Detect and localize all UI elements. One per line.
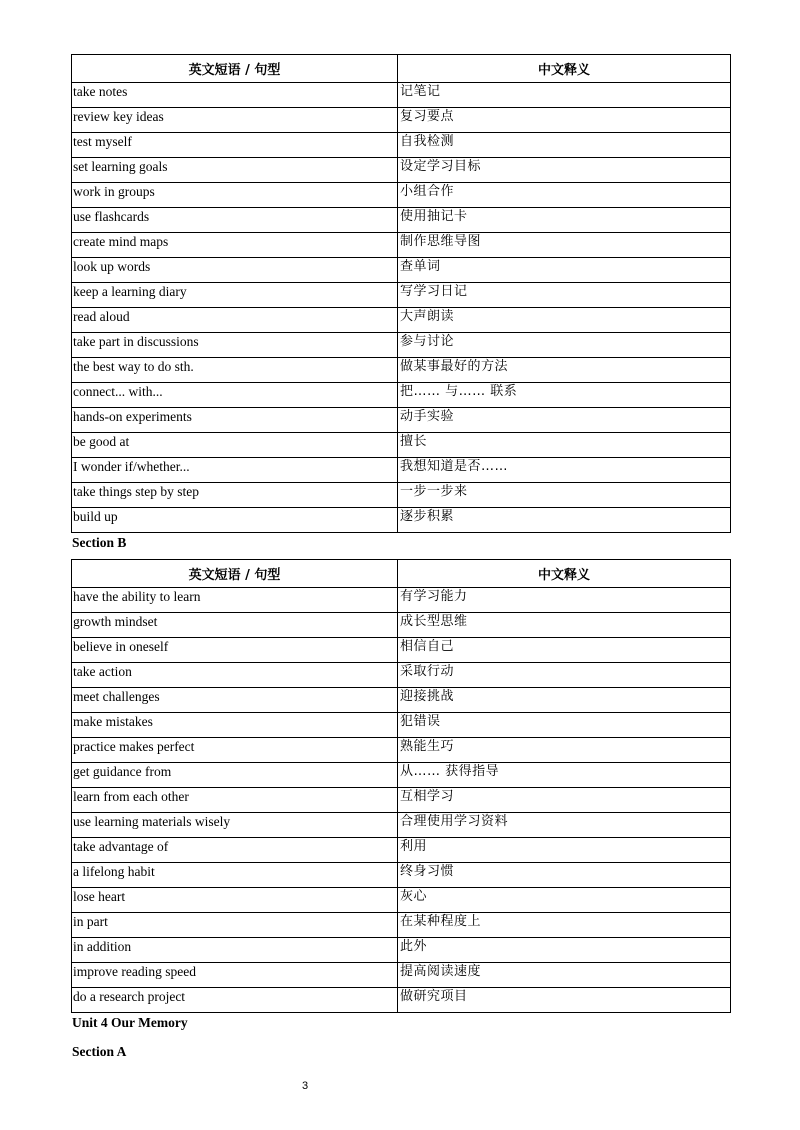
- table-row: [72, 458, 731, 483]
- english-phrase-cell: keep a learning diary: [72, 283, 398, 308]
- vocabulary-table-b: [71, 559, 731, 1013]
- chinese-meaning-cell: 从…… 获得指导: [398, 763, 731, 788]
- section-a-heading: Section A: [72, 1044, 127, 1059]
- chinese-meaning-cell: 把…… 与…… 联系: [398, 383, 731, 408]
- chinese-meaning-cell: 成长型思维: [398, 613, 731, 638]
- chinese-meaning-cell: 此外: [398, 938, 731, 963]
- chinese-meaning-cell: 熟能生巧: [398, 738, 731, 763]
- english-phrase-cell: improve reading speed: [72, 963, 398, 988]
- unit-heading: Unit 4 Our Memory: [72, 1015, 188, 1030]
- table-row: [72, 863, 731, 888]
- table-row: [72, 988, 731, 1013]
- table-header-row: [72, 55, 731, 83]
- table-row: [72, 433, 731, 458]
- table-body: [72, 83, 731, 533]
- table-row: [72, 358, 731, 383]
- english-phrase-cell: read aloud: [72, 308, 398, 333]
- table-row: [72, 233, 731, 258]
- chinese-meaning-cell: 逐步积累: [398, 508, 731, 533]
- chinese-meaning-cell: 在某种程度上: [398, 913, 731, 938]
- english-phrase-cell: lose heart: [72, 888, 398, 913]
- english-phrase-cell: connect... with...: [72, 383, 398, 408]
- english-phrase-cell: practice makes perfect: [72, 738, 398, 763]
- table-row: [72, 308, 731, 333]
- english-phrase-cell: use flashcards: [72, 208, 398, 233]
- chinese-meaning-cell: 小组合作: [398, 183, 731, 208]
- english-phrase-cell: make mistakes: [72, 713, 398, 738]
- chinese-meaning-cell: 使用抽记卡: [398, 208, 731, 233]
- chinese-meaning-cell: 大声朗读: [398, 308, 731, 333]
- english-phrase-cell: have the ability to learn: [72, 588, 398, 613]
- table-row: [72, 613, 731, 638]
- english-phrase-cell: hands-on experiments: [72, 408, 398, 433]
- table-row: [72, 738, 731, 763]
- english-phrase-cell: meet challenges: [72, 688, 398, 713]
- table-row: [72, 158, 731, 183]
- chinese-meaning-cell: 有学习能力: [398, 588, 731, 613]
- table-row: [72, 888, 731, 913]
- table-row: [72, 383, 731, 408]
- table-row: [72, 333, 731, 358]
- chinese-meaning-cell: 迎接挑战: [398, 688, 731, 713]
- table-row: [72, 108, 731, 133]
- vocabulary-table-a: [71, 54, 731, 533]
- chinese-meaning-cell: 灰心: [398, 888, 731, 913]
- english-phrase-cell: in addition: [72, 938, 398, 963]
- english-phrase-cell: I wonder if/whether...: [72, 458, 398, 483]
- chinese-meaning-cell: 利用: [398, 838, 731, 863]
- english-phrase-cell: get guidance from: [72, 763, 398, 788]
- english-phrase-cell: build up: [72, 508, 398, 533]
- english-phrase-cell: set learning goals: [72, 158, 398, 183]
- table-row: [72, 963, 731, 988]
- table-header-row: [72, 560, 731, 588]
- column-header-english: 英文短语 / 句型: [72, 55, 398, 83]
- english-phrase-cell: take advantage of: [72, 838, 398, 863]
- english-phrase-cell: in part: [72, 913, 398, 938]
- english-phrase-cell: believe in oneself: [72, 638, 398, 663]
- table-row: [72, 83, 731, 108]
- table-row: [72, 258, 731, 283]
- english-phrase-cell: the best way to do sth.: [72, 358, 398, 383]
- chinese-meaning-cell: 参与讨论: [398, 333, 731, 358]
- english-phrase-cell: be good at: [72, 433, 398, 458]
- chinese-meaning-cell: 犯错误: [398, 713, 731, 738]
- english-phrase-cell: a lifelong habit: [72, 863, 398, 888]
- chinese-meaning-cell: 自我检测: [398, 133, 731, 158]
- chinese-meaning-cell: 相信自己: [398, 638, 731, 663]
- table-row: [72, 938, 731, 963]
- table-row: [72, 663, 731, 688]
- english-phrase-cell: take action: [72, 663, 398, 688]
- chinese-meaning-cell: 终身习惯: [398, 863, 731, 888]
- table-row: [72, 133, 731, 158]
- table-row: [72, 913, 731, 938]
- chinese-meaning-cell: 采取行动: [398, 663, 731, 688]
- english-phrase-cell: do a research project: [72, 988, 398, 1013]
- english-phrase-cell: take part in discussions: [72, 333, 398, 358]
- section-b-heading: Section B: [72, 535, 127, 550]
- page-number: 3: [301, 1080, 309, 1092]
- table-body: [72, 588, 731, 1013]
- english-phrase-cell: learn from each other: [72, 788, 398, 813]
- chinese-meaning-cell: 复习要点: [398, 108, 731, 133]
- table-row: [72, 813, 731, 838]
- table-row: [72, 183, 731, 208]
- english-phrase-cell: create mind maps: [72, 233, 398, 258]
- table-row: [72, 588, 731, 613]
- chinese-meaning-cell: 查单词: [398, 258, 731, 283]
- chinese-meaning-cell: 合理使用学习资料: [398, 813, 731, 838]
- english-phrase-cell: work in groups: [72, 183, 398, 208]
- table-row: [72, 208, 731, 233]
- chinese-meaning-cell: 设定学习目标: [398, 158, 731, 183]
- english-phrase-cell: use learning materials wisely: [72, 813, 398, 838]
- english-phrase-cell: look up words: [72, 258, 398, 283]
- column-header-english: 英文短语 / 句型: [72, 560, 398, 588]
- chinese-meaning-cell: 记笔记: [398, 83, 731, 108]
- chinese-meaning-cell: 做研究项目: [398, 988, 731, 1013]
- table-row: [72, 763, 731, 788]
- table-row: [72, 788, 731, 813]
- chinese-meaning-cell: 提高阅读速度: [398, 963, 731, 988]
- table-row: [72, 688, 731, 713]
- chinese-meaning-cell: 我想知道是否……: [398, 458, 731, 483]
- chinese-meaning-cell: 制作思维导图: [398, 233, 731, 258]
- table-row: [72, 283, 731, 308]
- chinese-meaning-cell: 擅长: [398, 433, 731, 458]
- chinese-meaning-cell: 互相学习: [398, 788, 731, 813]
- english-phrase-cell: test myself: [72, 133, 398, 158]
- chinese-meaning-cell: 做某事最好的方法: [398, 358, 731, 383]
- english-phrase-cell: growth mindset: [72, 613, 398, 638]
- chinese-meaning-cell: 一步一步来: [398, 483, 731, 508]
- table-row: [72, 838, 731, 863]
- chinese-meaning-cell: 动手实验: [398, 408, 731, 433]
- column-header-chinese: 中文释义: [398, 55, 731, 83]
- column-header-chinese: 中文释义: [398, 560, 731, 588]
- table-row: [72, 483, 731, 508]
- english-phrase-cell: take notes: [72, 83, 398, 108]
- english-phrase-cell: review key ideas: [72, 108, 398, 133]
- chinese-meaning-cell: 写学习日记: [398, 283, 731, 308]
- english-phrase-cell: take things step by step: [72, 483, 398, 508]
- table-row: [72, 508, 731, 533]
- table-row: [72, 713, 731, 738]
- table-row: [72, 408, 731, 433]
- table-row: [72, 638, 731, 663]
